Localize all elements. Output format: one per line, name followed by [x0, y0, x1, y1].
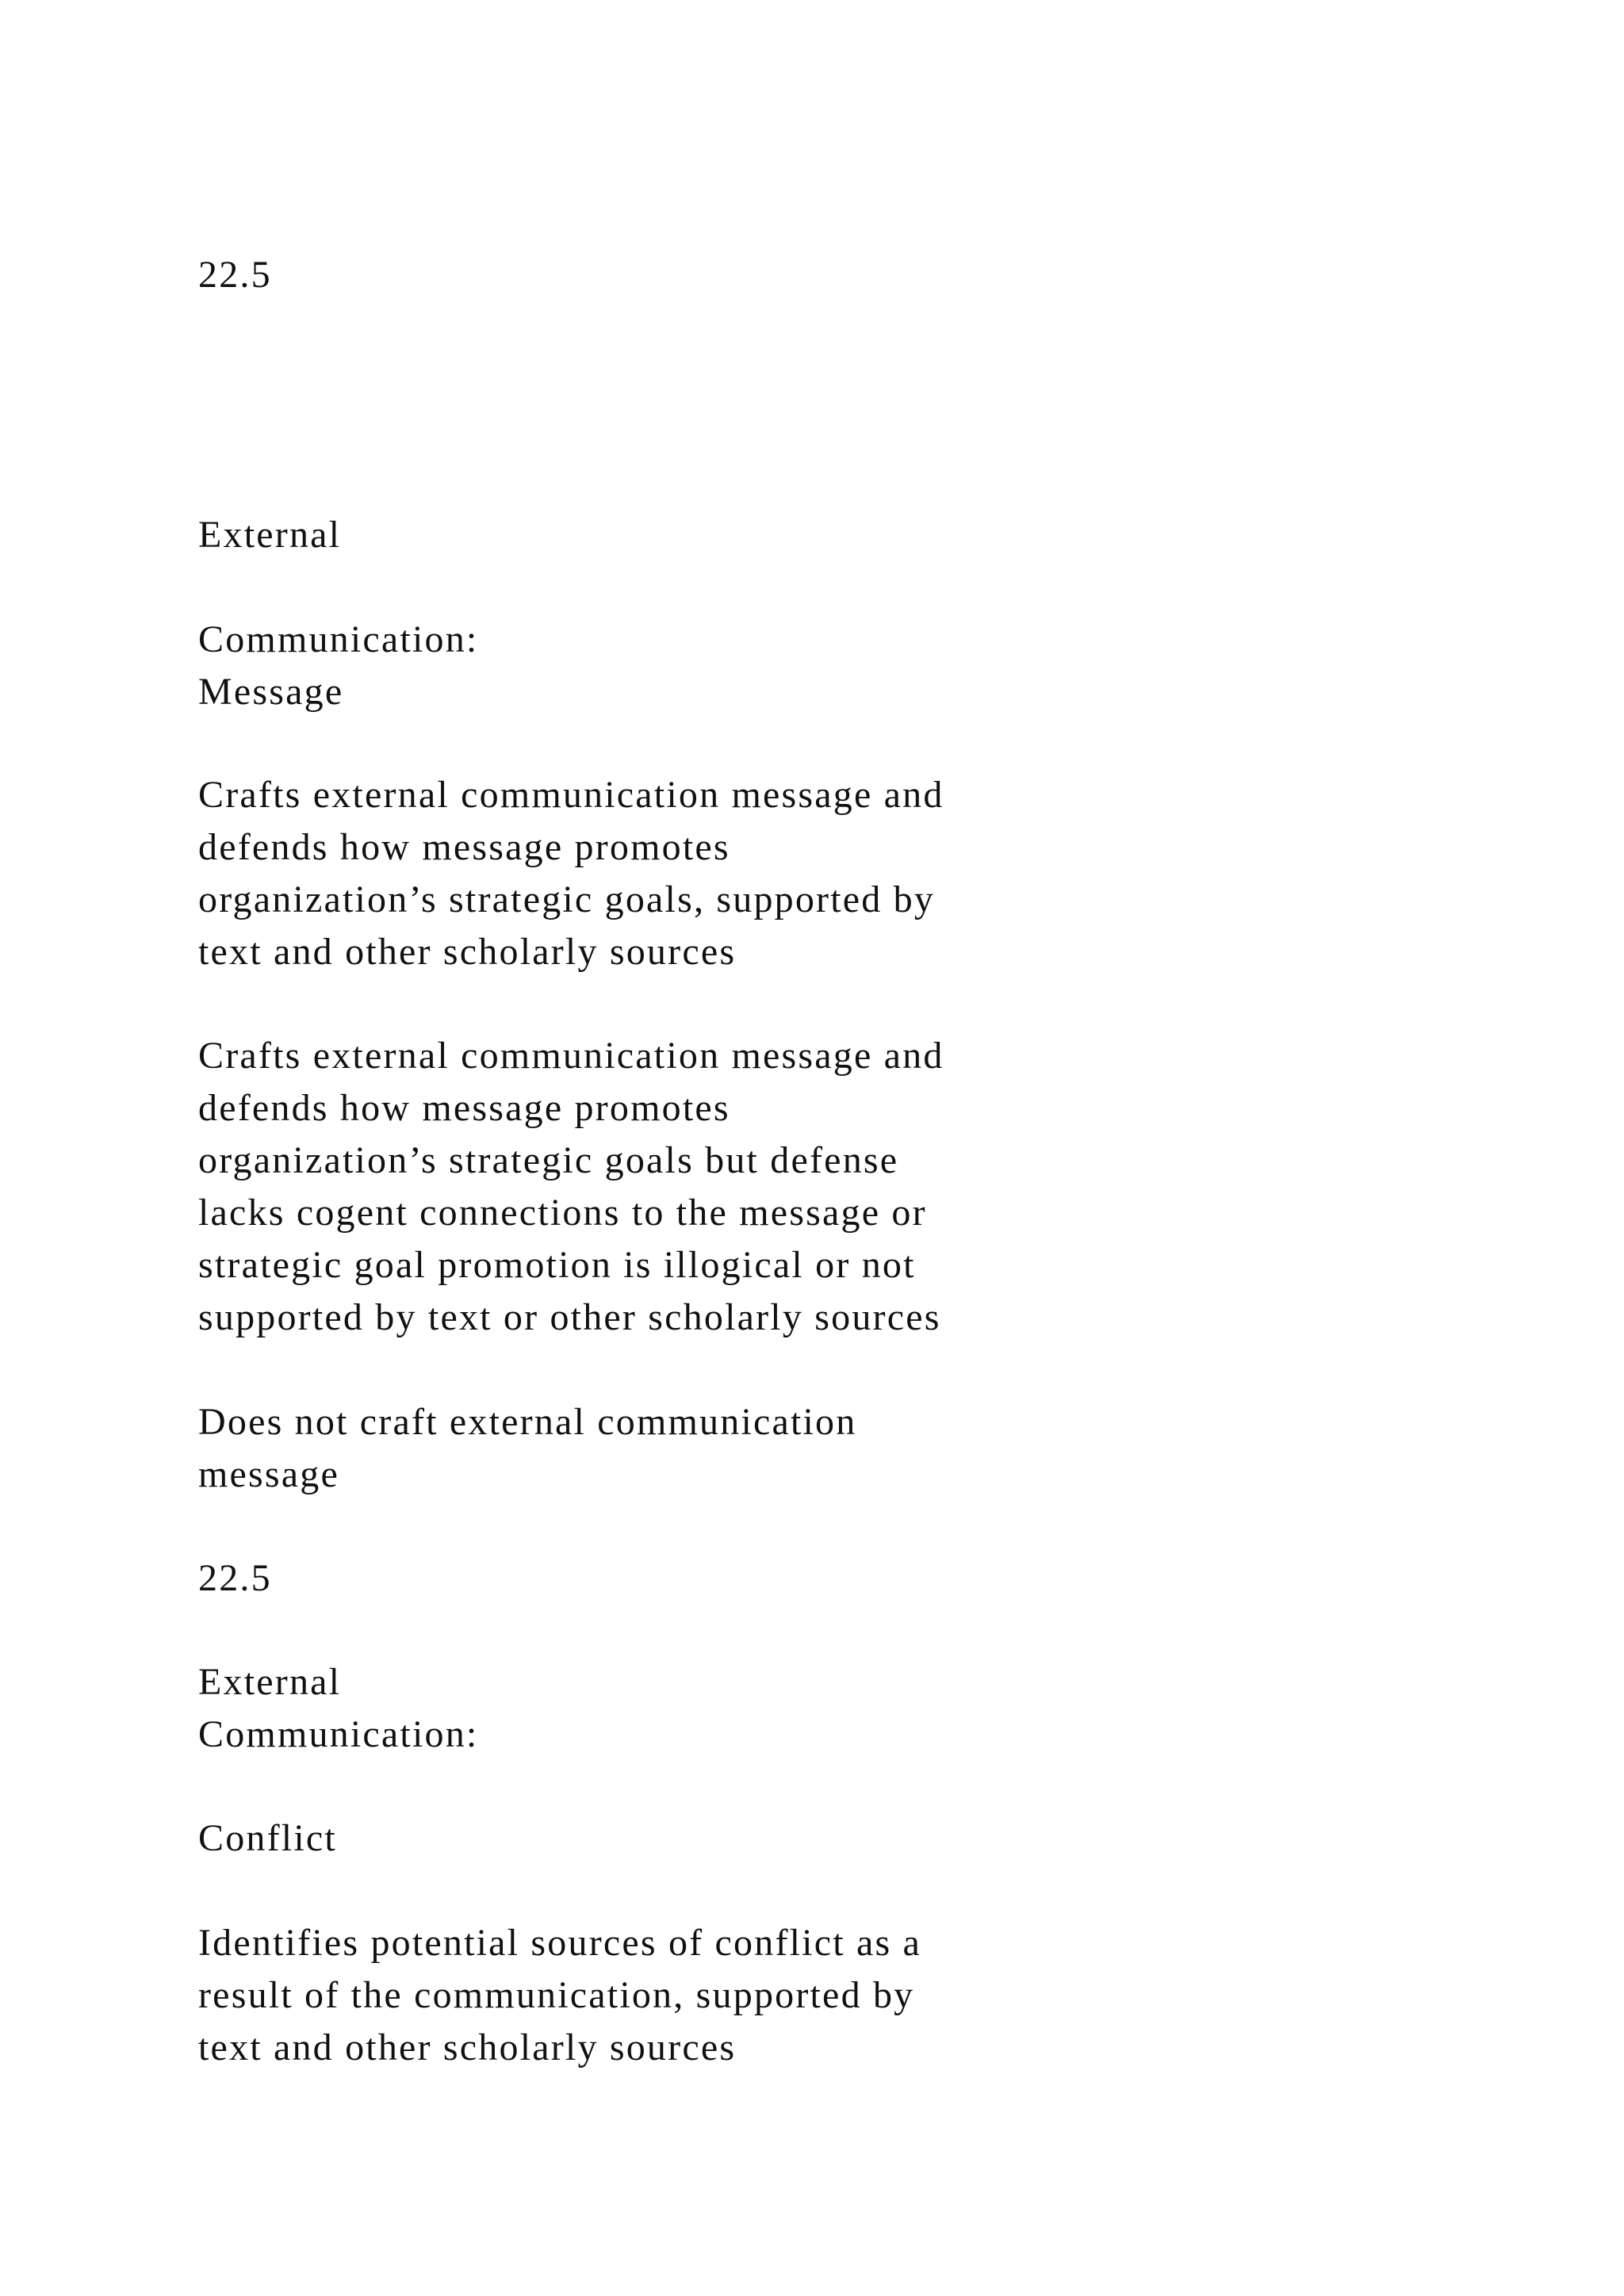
- description-line: organization’s strategic goals, supported by: [198, 878, 936, 920]
- criterion-title-line: External: [198, 1661, 342, 1703]
- criterion-title-line: Message: [198, 671, 344, 713]
- description-line: defends how message promotes: [198, 826, 730, 868]
- score-value: 22.5: [198, 1557, 272, 1599]
- description-line: text and other scholarly sources: [198, 2026, 737, 2068]
- description-line: supported by text or other scholarly sources: [198, 1296, 941, 1338]
- description-line: message: [198, 1453, 340, 1495]
- criterion-title-line: Conflict: [198, 1817, 337, 1859]
- criterion-title-line: Communication:: [198, 618, 479, 660]
- description-line: strategic goal promotion is illogical or not: [198, 1244, 916, 1286]
- score-value: 22.5: [198, 254, 272, 296]
- description-line: text and other scholarly sources: [198, 931, 737, 973]
- criterion-title-line: External: [198, 514, 342, 556]
- description-line: Crafts external communication message and: [198, 1035, 944, 1077]
- description-line: Identifies potential sources of conflict as a: [198, 1922, 922, 1964]
- description-line: Does not craft external communication: [198, 1401, 857, 1443]
- criterion-title-line: Communication:: [198, 1713, 479, 1755]
- description-line: Crafts external communication message and: [198, 774, 944, 816]
- description-line: lacks cogent connections to the message or: [198, 1192, 927, 1234]
- description-line: defends how message promotes: [198, 1087, 730, 1129]
- description-line: organization’s strategic goals but defense: [198, 1139, 899, 1181]
- description-line: result of the communication, supported by: [198, 1974, 915, 2016]
